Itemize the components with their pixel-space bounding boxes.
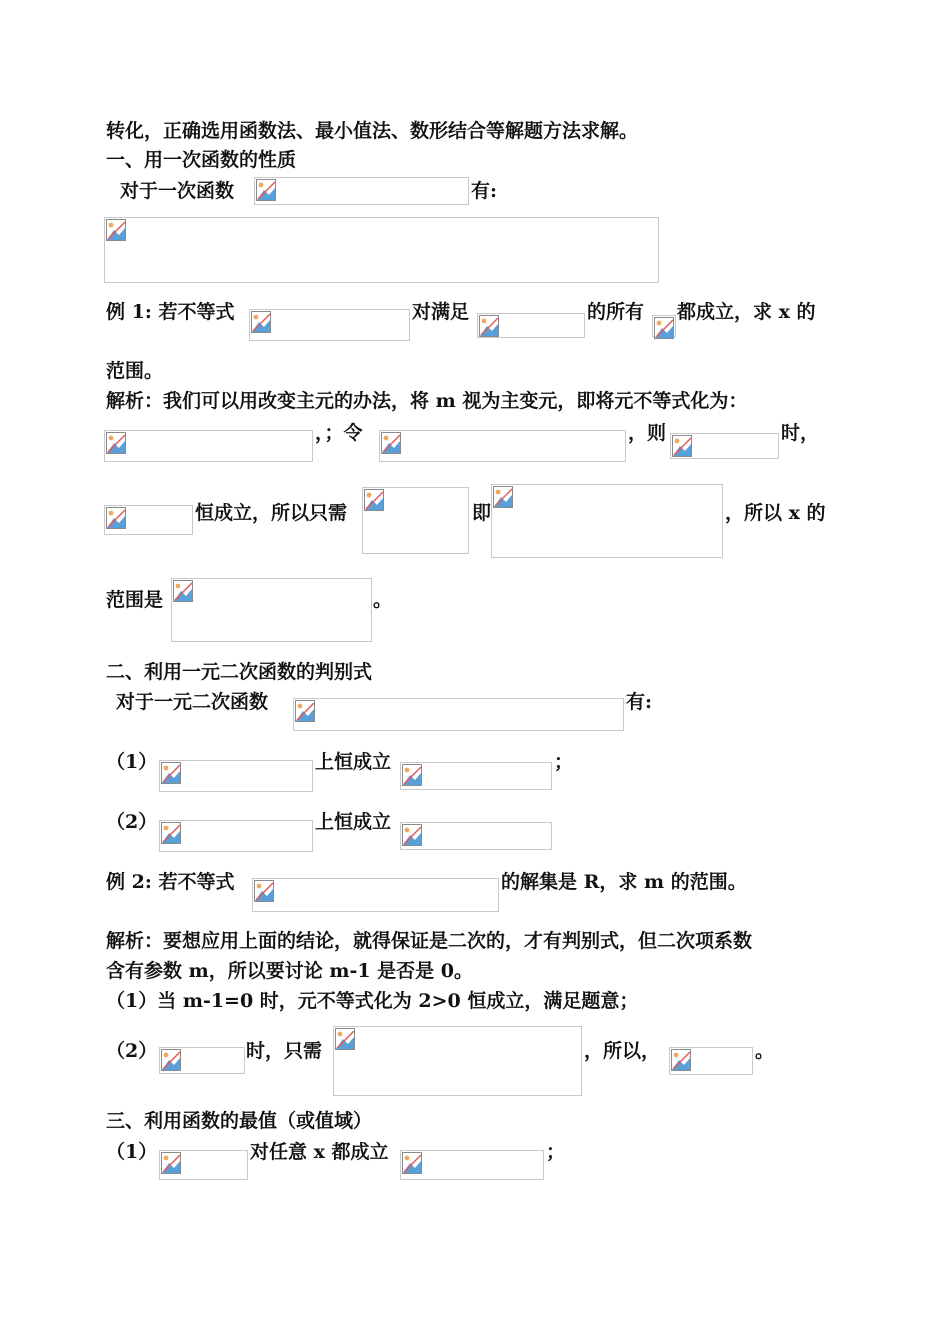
formula-image <box>159 820 313 852</box>
formula-image <box>249 309 410 341</box>
item-number: （1） <box>106 751 158 773</box>
formula-image <box>171 578 372 642</box>
formula-image <box>104 217 659 283</box>
formula-image <box>104 505 193 535</box>
formula-image <box>104 430 313 462</box>
formula-image <box>400 822 552 850</box>
section-heading: 二、利用一元二次函数的判别式 <box>106 661 373 683</box>
text-line: ，则 <box>628 422 667 444</box>
text-line: ，所以， <box>584 1040 661 1062</box>
formula-image <box>652 315 676 337</box>
analysis-label: 解析：要想应用上面的结论，就得保证是二次的，才有判别式，但二次项系数 <box>106 930 753 952</box>
text-line: ，；令 <box>315 422 363 444</box>
text-line: 时， <box>781 422 820 444</box>
text-line: 对任意 x 都成立 <box>250 1141 389 1163</box>
formula-image <box>379 430 626 462</box>
text-line: 的所有 <box>587 301 645 323</box>
text-line: 都成立，求 x 的 <box>677 301 816 323</box>
text-line: 对于一元二次函数 <box>116 691 269 713</box>
text-line: 范围是 <box>106 589 164 611</box>
formula-image <box>477 313 585 338</box>
formula-image <box>491 484 723 558</box>
text-line: 范围。 <box>106 360 164 382</box>
text-line: ； <box>546 1141 566 1163</box>
text-line: ，所以 x 的 <box>725 502 826 524</box>
text-line: 。 <box>755 1040 775 1062</box>
text-line: 含有参数 m，所以要讨论 m-1 是否是 0。 <box>106 960 473 982</box>
text-line: 上恒成立 <box>315 811 392 833</box>
formula-image <box>252 878 499 912</box>
text-line: 转化，正确选用函数法、最小值法、数形结合等解题方法求解。 <box>106 120 639 142</box>
section-heading: 三、利用函数的最值（或值域） <box>106 1110 373 1132</box>
formula-image <box>254 177 469 205</box>
analysis-label: 解析：我们可以用改变主元的办法，将 m 视为主变元，即将元不等式化为： <box>106 390 748 412</box>
formula-image <box>333 1026 582 1096</box>
example-label: 例 1: 若不等式 <box>106 301 235 323</box>
text-line: 恒成立，所以只需 <box>195 502 348 524</box>
example-label: 例 2: 若不等式 <box>106 871 235 893</box>
text-line: 。 <box>373 589 393 611</box>
formula-image <box>159 1047 245 1074</box>
formula-image <box>670 433 779 459</box>
formula-image <box>400 762 552 790</box>
text-line: 上恒成立 <box>315 751 392 773</box>
item-number: （1） <box>106 1141 158 1163</box>
text-line: 对满足 <box>412 301 470 323</box>
text-line: （1）当 m-1=0 时，元不等式化为 2>0 恒成立，满足题意； <box>106 990 639 1012</box>
section-heading: 一、用一次函数的性质 <box>106 149 297 171</box>
text-line: ； <box>554 751 574 773</box>
formula-image <box>669 1047 753 1075</box>
text-line: 有: <box>471 180 498 202</box>
formula-image <box>159 760 313 792</box>
text-line: 时，只需 <box>246 1040 323 1062</box>
text-line: 对于一次函数 <box>120 180 235 202</box>
formula-image <box>400 1150 544 1180</box>
item-number: （2） <box>106 1040 158 1062</box>
text-line: 有: <box>626 691 653 713</box>
text-line: 即 <box>472 502 492 524</box>
formula-image <box>293 698 624 731</box>
formula-image <box>362 487 469 554</box>
item-number: （2） <box>106 811 158 833</box>
text-line: 的解集是 R，求 m 的范围。 <box>501 871 747 893</box>
formula-image <box>159 1150 248 1180</box>
